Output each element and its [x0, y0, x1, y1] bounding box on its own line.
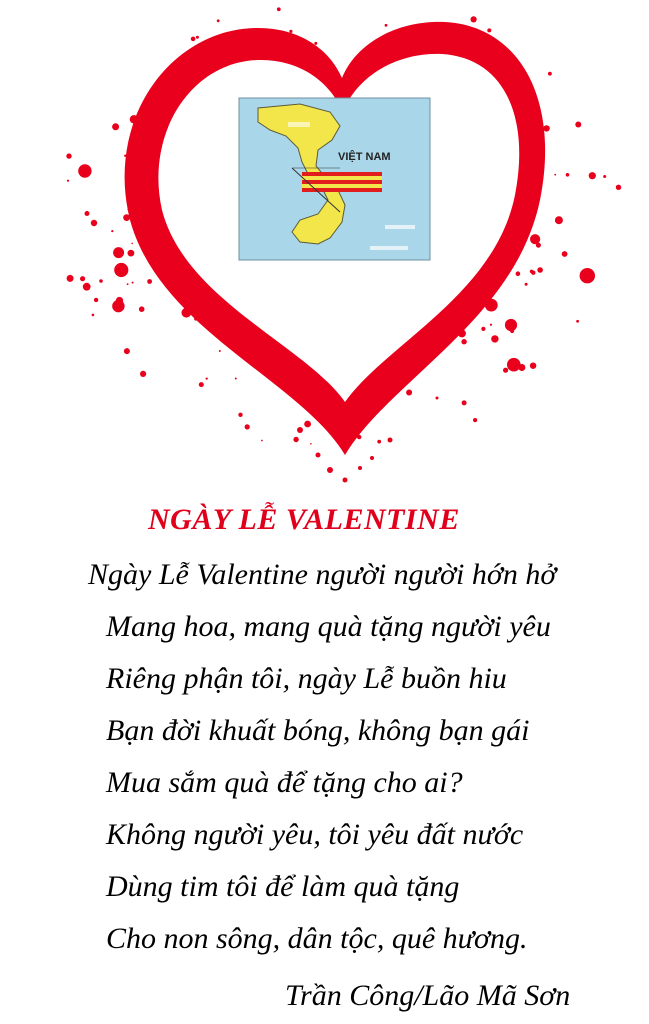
- poem-line-4: Bạn đời khuất bóng, không bạn gái: [106, 714, 530, 747]
- poem-line-5: Mua sắm quà để tặng cho ai?: [106, 766, 463, 799]
- poem-line-3: Riêng phận tôi, ngày Lễ buồn hiu: [106, 662, 507, 695]
- poem-line-7: Dùng tim tôi để làm quà tặng: [106, 870, 460, 903]
- poem-line-6: Không người yêu, tôi yêu đất nước: [106, 818, 524, 851]
- poem-author: Trần Công/Lão Mã Sơn: [285, 979, 571, 1012]
- flag-stripes: [302, 172, 382, 192]
- map-label: VIỆT NAM: [338, 151, 391, 163]
- poem-title: NGÀY LỄ VALENTINE: [148, 503, 460, 536]
- poem-line-8: Cho non sông, dân tộc, quê hương.: [106, 922, 528, 955]
- poem-line-2: Mang hoa, mang quà tặng người yêu: [106, 610, 551, 643]
- heart-splatter-art: [0, 0, 649, 500]
- poem-line-1: Ngày Lễ Valentine người người hớn hở: [88, 558, 557, 591]
- vietnam-map: [239, 98, 430, 260]
